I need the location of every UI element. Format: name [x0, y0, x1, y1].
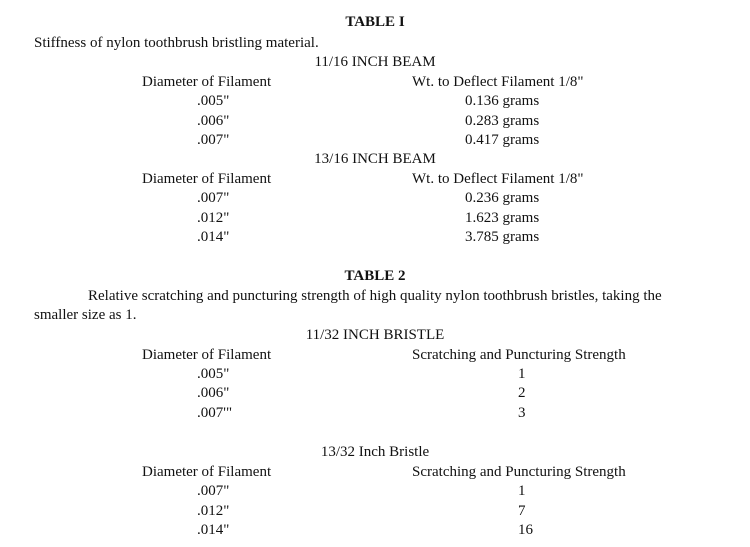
table1-section2-row2-weight: 1.623 grams: [465, 210, 540, 226]
table1-section2-heading: 13/16 INCH BEAM: [314, 151, 436, 167]
table1-section1-heading: 11/16 INCH BEAM: [314, 54, 436, 70]
table1-section2-row1-weight: 0.236 grams: [465, 190, 540, 206]
table2-title: TABLE 2: [344, 268, 406, 284]
table1-section1-row2-weight: 0.283 grams: [465, 113, 540, 129]
table2-caption-line2: smaller size as 1.: [34, 307, 137, 323]
table2-section1-row3-strength: 3: [518, 405, 526, 421]
table2-section1-row2-strength: 2: [518, 385, 526, 401]
table2-section2-row2-strength: 7: [518, 503, 526, 519]
table1-section1-col-header-weight: Wt. to Deflect Filament 1/8": [412, 74, 584, 90]
table1-section2-row2-diameter: .012": [197, 210, 230, 226]
table1-section2-col-header-weight: Wt. to Deflect Filament 1/8": [412, 171, 584, 187]
table2-section2-row2-diameter: .012": [197, 503, 230, 519]
table1-section1-col-header-diameter: Diameter of Filament: [142, 74, 272, 90]
table2-section2-col-header-strength: Scratching and Puncturing Strength: [412, 464, 626, 480]
table2-section2-heading: 13/32 Inch Bristle: [320, 444, 430, 460]
table2-section1-row2-diameter: .006": [197, 385, 230, 401]
table1-section2-col-header-diameter: Diameter of Filament: [142, 171, 272, 187]
table2-section2-row3-strength: 16: [518, 522, 533, 538]
table1-title: TABLE I: [345, 14, 405, 30]
table1-section2-row3-weight: 3.785 grams: [465, 229, 540, 245]
table2-section2-row1-strength: 1: [518, 483, 526, 499]
table1-section1-row1-weight: 0.136 grams: [465, 93, 540, 109]
table1-section1-row3-weight: 0.417 grams: [465, 132, 540, 148]
table2-section1-row1-diameter: .005": [197, 366, 230, 382]
table2-section2-row1-diameter: .007": [197, 483, 230, 499]
table2-caption-line1: Relative scratching and puncturing strength of high quality nylon toothbrush bristles, taking the: [88, 288, 662, 304]
table1-section2-row1-diameter: .007": [197, 190, 230, 206]
table2-section2-row3-diameter: .014": [197, 522, 230, 538]
table2-section1-col-header-diameter: Diameter of Filament: [142, 347, 272, 363]
table2-section1-row3-diameter: .007'": [197, 405, 233, 421]
table1-section1-row3-diameter: .007": [197, 132, 230, 148]
table1-caption: Stiffness of nylon toothbrush bristling material.: [34, 35, 319, 51]
table2-section1-row1-strength: 1: [518, 366, 526, 382]
table2-section1-col-header-strength: Scratching and Puncturing Strength: [412, 347, 626, 363]
table1-section1-row1-diameter: .005": [197, 93, 230, 109]
table1-section2-row3-diameter: .014": [197, 229, 230, 245]
table2-section1-heading: 11/32 INCH BRISTLE: [305, 327, 445, 343]
table2-section2-col-header-diameter: Diameter of Filament: [142, 464, 272, 480]
table1-section1-row2-diameter: .006": [197, 113, 230, 129]
